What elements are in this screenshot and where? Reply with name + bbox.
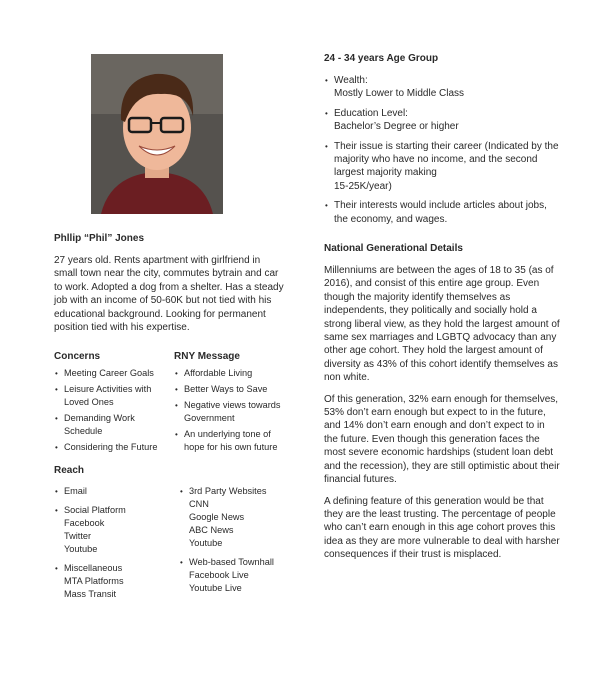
reach-subitem: ABC News xyxy=(189,525,234,535)
list-item xyxy=(179,556,291,595)
age-item-detail: Mostly Lower to Middle Class xyxy=(334,88,465,100)
list-item: • Better Ways to Save xyxy=(174,383,288,396)
reach-subitem: CNN xyxy=(189,499,209,509)
list-item xyxy=(324,199,560,226)
reach-subitem: Facebook Live xyxy=(189,570,249,580)
age-group-title: 24 - 34 years Age Group xyxy=(324,53,439,64)
age-group-list xyxy=(324,74,560,230)
list-item xyxy=(324,140,560,194)
reach-item-label: Web-based Townhall xyxy=(189,557,274,567)
reach-subitem: Facebook xyxy=(64,518,105,528)
reach-subitem: Youtube xyxy=(64,544,98,554)
list-item xyxy=(179,485,291,550)
list-item xyxy=(54,504,166,556)
list-item: • Demanding Work Schedule xyxy=(54,412,166,438)
reach-subitem: MTA Platforms xyxy=(64,576,124,586)
list-item xyxy=(54,562,166,601)
national-body xyxy=(324,264,560,570)
reach-list-right xyxy=(179,485,291,598)
rny-message-title: RNY Message xyxy=(174,351,240,362)
profile-photo xyxy=(91,54,223,214)
list-item: • Leisure Activities with Loved Ones xyxy=(54,383,166,409)
reach-item-label: Email xyxy=(64,486,87,496)
list-item xyxy=(324,107,560,134)
reach-item-label: Miscellaneous xyxy=(64,563,123,573)
reach-subitem: Youtube xyxy=(189,538,223,548)
national-paragraph: Of this generation, 32% earn enough for themselves, 53% don’t earn enough but expect to in the future, and 14% don’t earn enough and don’t expect to in the future. Even though this generation faces the most severe economic hardships (student loan debt and the recession), they are still optimistic about their financial futures. xyxy=(324,393,560,486)
age-item-label: • Their issue is starting their career (Indicated by the majority who have no income, and the second largest majority making xyxy=(334,140,559,179)
rny-message-list xyxy=(174,367,288,457)
national-paragraph: A defining feature of this generation would be that they are the least trusting. The percentage of people who can’t earn enough in this age cohort proves this idea as they are more vulnerable to deal with harsher consequences if their trust is misplaced. xyxy=(324,495,560,561)
age-item-label: • Wealth: xyxy=(334,75,368,86)
reach-item-label: 3rd Party Websites xyxy=(189,486,267,496)
reach-list-left xyxy=(54,485,166,604)
national-paragraph: Millenniums are between the ages of 18 to 35 (as of 2016), and consist of this entire age group. Even though the majority identify themselves as independents, they politically and socially hold a strong liberal view, as they hold the largest amount of same sex marriages and LGBTQ advocacy than any other age cohort. They hold the largest amount of diversity as 43% of this cohort identify themselves as non white. xyxy=(324,265,560,384)
national-title: National Generational Details xyxy=(324,243,463,254)
list-item: • Considering the Future xyxy=(54,441,166,454)
concerns-title: Concerns xyxy=(54,351,101,362)
reach-subitem: Google News xyxy=(189,512,245,522)
profile-bio: 27 years old. Rents apartment with girlfriend in small town near the city, commutes bytrain and car to work. Adopted a dog from a shelter. Has a steady job with an income of 50-60K but not tied with his educational background. Looking for permanent position tied with his expertise. xyxy=(54,255,284,334)
list-item xyxy=(324,74,560,101)
profile-name: Phllip “Phil” Jones xyxy=(54,233,145,244)
list-item: • An underlying tone of hope for his own future xyxy=(174,428,288,454)
list-item xyxy=(54,485,166,498)
person-portrait-illustration xyxy=(91,54,223,214)
concerns-list xyxy=(54,367,166,457)
reach-subitem: Youtube Live xyxy=(189,583,242,593)
list-item: • Meeting Career Goals xyxy=(54,367,166,380)
list-item: • Affordable Living xyxy=(174,367,288,380)
age-item-label: • Their interests would include articles about jobs, the economy, and wages. xyxy=(334,200,547,225)
age-item-label: • Education Level: xyxy=(334,107,408,119)
age-item-detail: 15-25K/year) xyxy=(334,180,392,192)
reach-title: Reach xyxy=(54,465,85,476)
reach-subitem: Twitter xyxy=(64,531,92,541)
reach-subitem: Mass Transit xyxy=(64,589,117,599)
list-item: • Negative views towards Government xyxy=(174,399,288,425)
reach-item-label: Social Platform xyxy=(64,505,126,515)
age-item-detail: Bachelor’s Degree or higher xyxy=(334,121,459,133)
